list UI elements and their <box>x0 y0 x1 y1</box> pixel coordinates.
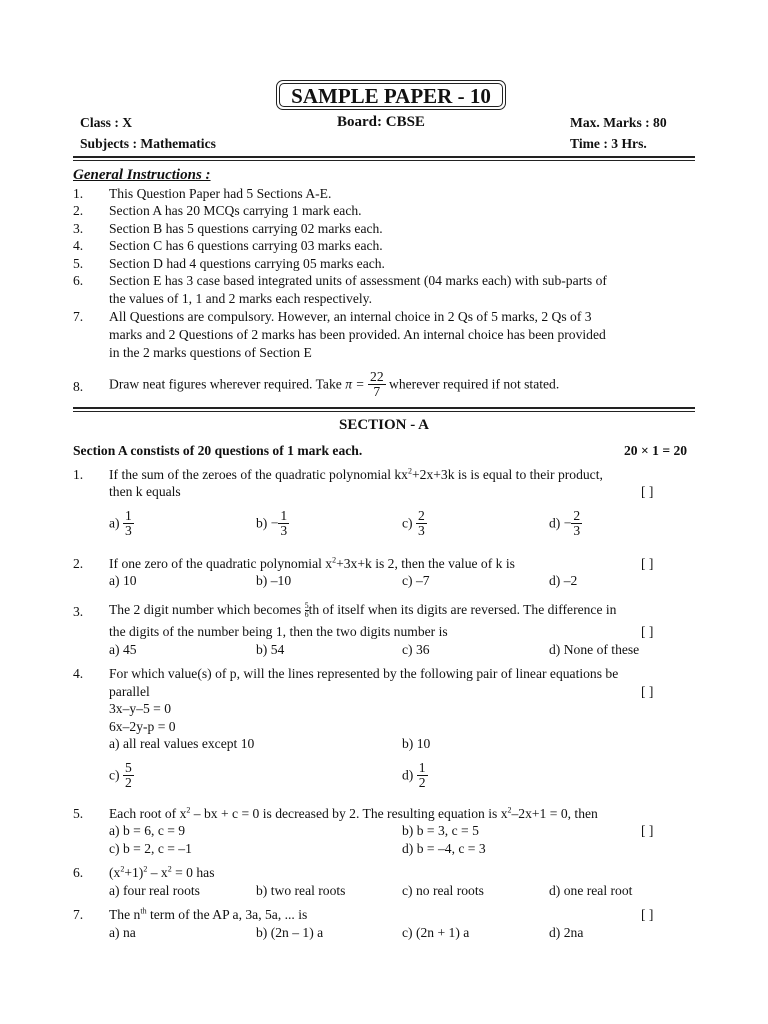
question-1-line2: then k equals <box>109 484 181 499</box>
answer-bracket: [ ] <box>641 556 654 571</box>
question-number: 1. <box>73 467 84 482</box>
paper-title: SAMPLE PAPER - 10 <box>276 80 506 110</box>
instruction-text: in the 2 marks questions of Section E <box>109 345 312 360</box>
question-2: If one zero of the quadratic polynomial $x^2+3x+k$ is 2, then the value of k is <box>109 555 515 571</box>
option-a: a) four real roots <box>109 883 200 898</box>
answer-bracket: [ ] <box>641 907 654 922</box>
equation-1: 3x–y–5 = 0 <box>109 701 172 716</box>
section-desc: Section A constists of 20 questions of 1 mark each. <box>73 443 363 458</box>
question-number: 2. <box>73 556 84 571</box>
option-c: c) (2n + 1) a <box>402 925 470 940</box>
header-divider <box>73 156 695 158</box>
answer-bracket: [ ] <box>641 823 654 838</box>
option-a: a) 45 <box>109 642 137 657</box>
option-a: a) na <box>109 925 136 940</box>
option-c: c) –7 <box>402 573 430 588</box>
instruction-text: Section E has 3 case based integrated units of assessment (04 marks each) with sub-parts of <box>109 273 607 288</box>
option-d: d) $\frac{1}{2}$ <box>402 760 426 791</box>
option-b: b) two real roots <box>256 883 346 898</box>
question-number: 5. <box>73 806 84 821</box>
question-3: The 2 digit number which becomes $\frac{5}{6}$ th of itself when its digits are reversed. The difference in <box>109 601 617 620</box>
equation-2: 6x–2y-p = 0 <box>109 719 176 734</box>
option-b: b) (2n – 1) a <box>256 925 324 940</box>
question-number: 4. <box>73 666 84 681</box>
question-4-line2: parallel <box>109 684 150 699</box>
option-c: c) no real roots <box>402 883 484 898</box>
instruction-text: Section C has 6 questions carrying 03 marks each. <box>109 238 383 253</box>
section-divider <box>73 407 695 409</box>
option-d: d) one real root <box>549 883 633 898</box>
instruction-text: Section B has 5 questions carrying 02 marks each. <box>109 221 383 236</box>
instruction-number: 4. <box>73 238 84 253</box>
option-a: a) 10 <box>109 573 137 588</box>
section-divider-thin <box>73 411 695 412</box>
option-b: b) 54 <box>256 642 285 657</box>
class-label: Class : X <box>80 115 133 130</box>
instruction-number: 2. <box>73 203 84 218</box>
instruction-text: the values of 1, 1 and 2 marks each respectively. <box>109 291 372 306</box>
option-d: d) None of these <box>549 642 640 657</box>
question-number: 3. <box>73 604 84 619</box>
question-number: 7. <box>73 907 84 922</box>
instruction-text: marks and 2 Questions of 2 marks has been provided. An internal choice has been provided <box>109 327 606 342</box>
option-b: b) –10 <box>256 573 292 588</box>
option-d: d) 2na <box>549 925 584 940</box>
instruction-text: Section A has 20 MCQs carrying 1 mark each. <box>109 203 362 218</box>
option-c: c) b = 2, c = –1 <box>109 841 192 856</box>
header-divider-thin <box>73 160 695 161</box>
question-5: Each root of $x^2$ – bx + c = 0 is decreased by 2. The resulting equation is $x^2-2x+1 = 0$, then <box>109 805 598 821</box>
instruction-number: 1. <box>73 186 84 201</box>
instruction-number: 5. <box>73 256 84 271</box>
question-number: 6. <box>73 865 84 880</box>
question-4: For which value(s) of p, will the lines represented by the following pair of linear equations be <box>109 666 619 681</box>
option-c: c) $\frac{5}{2}$ <box>109 760 132 791</box>
option-d: d) − $\frac{2}{3}$ <box>549 508 581 539</box>
question-6: $(x^2+1)^2 - x^2 = 0$ has <box>109 864 215 880</box>
option-d: d) b = –4, c = 3 <box>402 841 486 856</box>
option-a: a) all real values except 10 <box>109 736 255 751</box>
instruction-text: Section D had 4 questions carrying 05 marks each. <box>109 256 385 271</box>
option-b: b) 10 <box>402 736 431 751</box>
instruction-number: 8. <box>73 379 84 394</box>
question-1: If the sum of the zeroes of the quadratic polynomial $kx^2+2x+3k$ is is equal to their product, <box>109 466 603 482</box>
section-title: SECTION - A <box>338 417 430 433</box>
option-b: b) − $\frac{1}{3}$ <box>256 508 288 539</box>
instruction-text: All Questions are compulsory. However, an internal choice in 2 Qs of 5 marks, 2 Qs of 3 <box>109 309 592 324</box>
option-b: b) b = 3, c = 5 <box>402 823 479 838</box>
subjects-label: Subjects : Mathematics <box>80 136 216 151</box>
max-marks: Max. Marks : 80 <box>570 115 667 130</box>
instruction-number: 6. <box>73 273 84 288</box>
instruction-number: 7. <box>73 309 84 324</box>
instruction-text: This Question Paper had 5 Sections A-E. <box>109 186 332 201</box>
board-label: Board: CBSE <box>337 114 425 130</box>
option-a: a) $\frac{1}{3}$ <box>109 508 132 539</box>
option-c: c) 36 <box>402 642 430 657</box>
instructions-heading: General Instructions : <box>73 167 211 183</box>
option-a: a) b = 6, c = 9 <box>109 823 186 838</box>
instruction-number: 3. <box>73 221 84 236</box>
option-d: d) –2 <box>549 573 578 588</box>
answer-bracket: [ ] <box>641 484 654 499</box>
instruction-8: Draw neat figures wherever required. Take π = $\frac{22}{7}$ wherever required if not stated. <box>109 369 560 400</box>
answer-bracket: [ ] <box>641 684 654 699</box>
question-7: The $n^{th}$ term of the AP a, 3a, 5a, ... is <box>109 906 308 922</box>
question-3-line2: the digits of the number being 1, then the two digits number is <box>109 624 448 639</box>
section-marks: 20 × 1 = 20 <box>624 443 688 458</box>
option-c: c) $\frac{2}{3}$ <box>402 508 425 539</box>
time-label: Time : 3 Hrs. <box>570 136 647 151</box>
answer-bracket: [ ] <box>641 624 654 639</box>
